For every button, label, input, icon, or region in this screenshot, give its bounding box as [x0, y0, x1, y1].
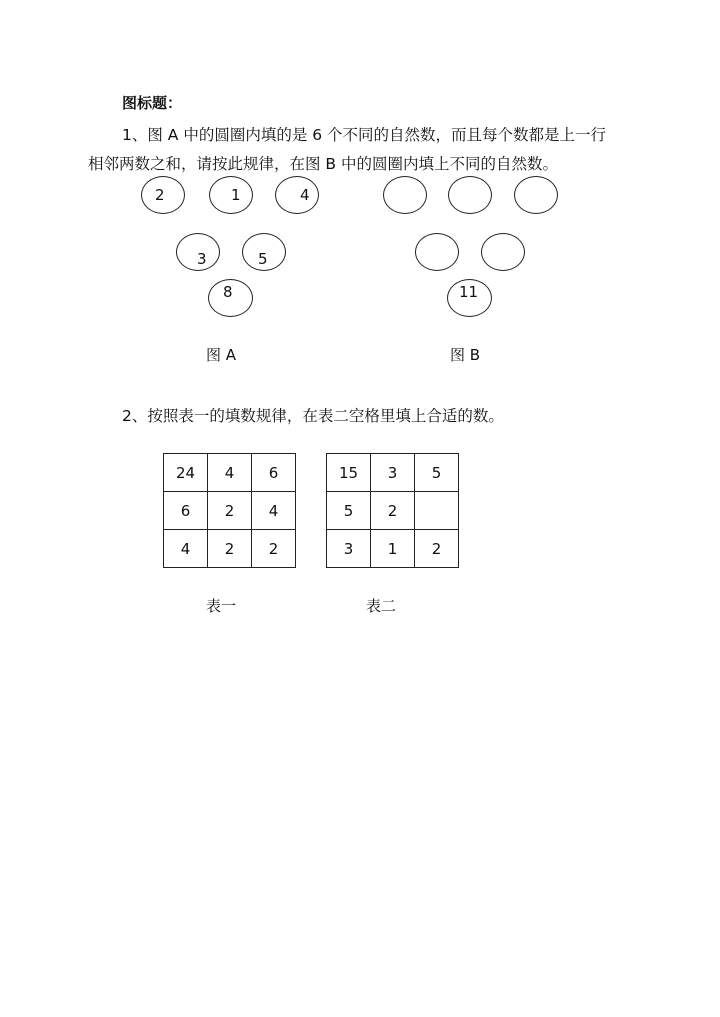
fig-b-circle-r2-2[interactable] — [481, 233, 525, 271]
table-2-cell-empty[interactable] — [415, 492, 459, 530]
table-row — [164, 492, 296, 530]
fig-b-circle-r2-1[interactable] — [415, 233, 459, 271]
table-row — [164, 454, 296, 492]
table-row — [327, 492, 459, 530]
table-2-cell: 1 — [371, 530, 415, 568]
figure-a-caption: 图 A — [206, 346, 237, 364]
table-2-cell: 2 — [415, 530, 459, 568]
table-1-cell: 4 — [208, 454, 252, 492]
fig-a-circle-r2-1 — [176, 233, 220, 271]
table-2-cell: 5 — [327, 492, 371, 530]
table-2-cell: 5 — [415, 454, 459, 492]
table-1-cell: 4 — [252, 492, 296, 530]
fig-b-circle-r3-1[interactable] — [447, 279, 492, 317]
fig-a-circle-r1-3 — [275, 176, 319, 214]
table-1-cell: 24 — [164, 454, 208, 492]
table-row — [164, 530, 296, 568]
fig-a-circle-r3-1 — [208, 279, 253, 317]
table-1-cell: 6 — [164, 492, 208, 530]
table-2-cell: 3 — [327, 530, 371, 568]
fig-b-circle-r1-1[interactable] — [383, 176, 427, 214]
table-2 — [326, 453, 459, 568]
question-1-line-2: 相邻两数之和，请按此规律，在图 B 中的圆圈内填上不同的自然数。 — [88, 155, 558, 173]
table-1 — [163, 453, 296, 568]
table-2-cell: 2 — [371, 492, 415, 530]
table-row — [327, 530, 459, 568]
table-row — [327, 454, 459, 492]
question-2-text: 2、按照表一的填数规律，在表二空格里填上合适的数。 — [122, 407, 504, 425]
fig-a-circle-r1-2 — [209, 176, 253, 214]
fig-a-circle-r1-1 — [141, 176, 185, 214]
table-1-caption: 表一 — [206, 597, 237, 615]
fig-b-circle-r1-3[interactable] — [514, 176, 558, 214]
table-1-cell: 6 — [252, 454, 296, 492]
page-title: 图标题： — [122, 94, 183, 112]
fig-a-value: 3 — [197, 250, 207, 268]
fig-a-circle-r2-2 — [242, 233, 286, 271]
table-2-cell: 3 — [371, 454, 415, 492]
fig-a-value: 5 — [258, 250, 268, 268]
fig-b-circle-r1-2[interactable] — [448, 176, 492, 214]
fig-a-value: 4 — [300, 186, 310, 204]
fig-a-value: 2 — [155, 186, 165, 204]
fig-b-value: 11 — [459, 283, 479, 301]
table-1-cell: 2 — [252, 530, 296, 568]
table-2-cell: 15 — [327, 454, 371, 492]
table-1-cell: 4 — [164, 530, 208, 568]
fig-a-value: 1 — [231, 186, 241, 204]
table-1-cell: 2 — [208, 492, 252, 530]
table-2-caption: 表二 — [366, 597, 397, 615]
figure-b-caption: 图 B — [450, 346, 481, 364]
question-1-line-1: 1、图 A 中的圆圈内填的是 6 个不同的自然数，而且每个数都是上一行 — [122, 126, 607, 144]
table-1-cell: 2 — [208, 530, 252, 568]
fig-a-value: 8 — [223, 283, 233, 301]
